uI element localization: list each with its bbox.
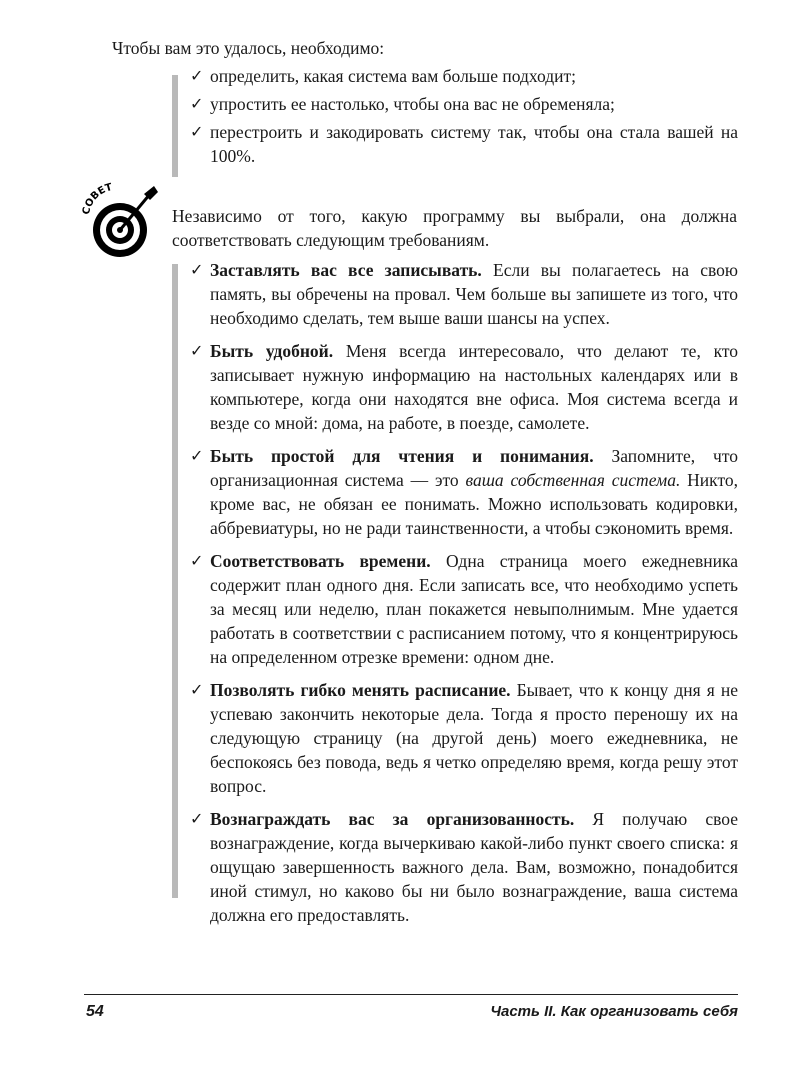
checkmark-icon: ✓ xyxy=(190,551,204,570)
tip-label: СОВЕТ xyxy=(80,181,114,216)
checkmark-icon: ✓ xyxy=(190,94,204,113)
checkmark-icon: ✓ xyxy=(190,66,204,85)
footer-divider xyxy=(84,994,738,995)
checkmark-icon: ✓ xyxy=(190,446,204,465)
list-item: ✓ перестроить и закодировать систему так, чтобы она стала вашей на 100%. xyxy=(190,122,738,166)
list-item: ✓ Соответствовать времени. Одна страница моего ежедневника содержит план одного дня. Если записать все, что необходимо успеть за месяц или неделю, план покажется невыполнимым. Мне удается работать в соответствии с расписанием потому, что я концентрируюсь на определенном отрезке времени: одном дне. xyxy=(190,551,738,667)
left-rule-bar xyxy=(172,75,178,177)
list-item: ✓ Быть удобной. Меня всегда интересовало, что делают те, кто записывает нужную информацию на настольных календарях или в компьютере, когда они находятся вне офиса. Моя система всегда и везде со мной: дома, на работе, в поезде, самолете. xyxy=(190,341,739,433)
list-item: ✓ определить, какая система вам больше подходит; xyxy=(190,66,577,86)
intro-paragraph: Чтобы вам это удалось, необходимо: xyxy=(112,38,385,58)
list-item: ✓ Заставлять вас все записывать. Если вы полагаетесь на свою память, вы обречены на провал. Чем больше вы запишете из того, что необходимо сделать, тем выше ваши шансы на успех. xyxy=(190,260,738,328)
list-item: ✓ Быть простой для чтения и понимания. Запомните, что организационная система — это ваша собственная система. Никто, кроме вас, не обязан ее понимать. Можно использовать кодировки, аббревиатуры, но не ради таинственности, а чтобы сэкономить время. xyxy=(190,446,738,538)
checkmark-icon: ✓ xyxy=(190,680,204,699)
running-head: Часть II. Как организовать себя xyxy=(490,1003,738,1020)
list-item: ✓ Позволять гибко менять расписание. Бывает, что к концу дня я не успеваю закончить некоторые дела. Тогда я просто переношу их на следующую страницу (на другой день) моего ежедневника, не беспокоясь без повода, ведь я четко определяю время, когда решу этот вопрос. xyxy=(190,680,738,796)
tip-paragraph: Независимо от того, какую программу вы выбрали, она должна соответствовать следующим требованиям. xyxy=(172,206,737,250)
checkmark-icon: ✓ xyxy=(190,122,204,141)
checkmark-icon: ✓ xyxy=(190,809,204,828)
emphasis-text: ваша собственная система. xyxy=(465,470,681,490)
checklist xyxy=(190,64,738,172)
requirements-list xyxy=(190,258,738,936)
left-rule-bar xyxy=(172,264,178,898)
checkmark-icon: ✓ xyxy=(190,260,204,279)
list-item: ✓ Вознаграждать вас за организованность. Я получаю свое вознаграждение, когда вычеркиваю какой-либо пункт своего списка: я ощущаю завершенность важного дела. Вам, возможно, понадобится иной стимул, но каково бы ни было вознаграждение, ваша система должна его предоставлять. xyxy=(190,809,738,925)
page-number: 54 xyxy=(86,1003,104,1020)
checkmark-icon: ✓ xyxy=(190,341,204,360)
list-item: ✓ упростить ее настолько, чтобы она вас не обременяла; xyxy=(190,94,615,114)
target-tip-icon xyxy=(78,180,164,266)
